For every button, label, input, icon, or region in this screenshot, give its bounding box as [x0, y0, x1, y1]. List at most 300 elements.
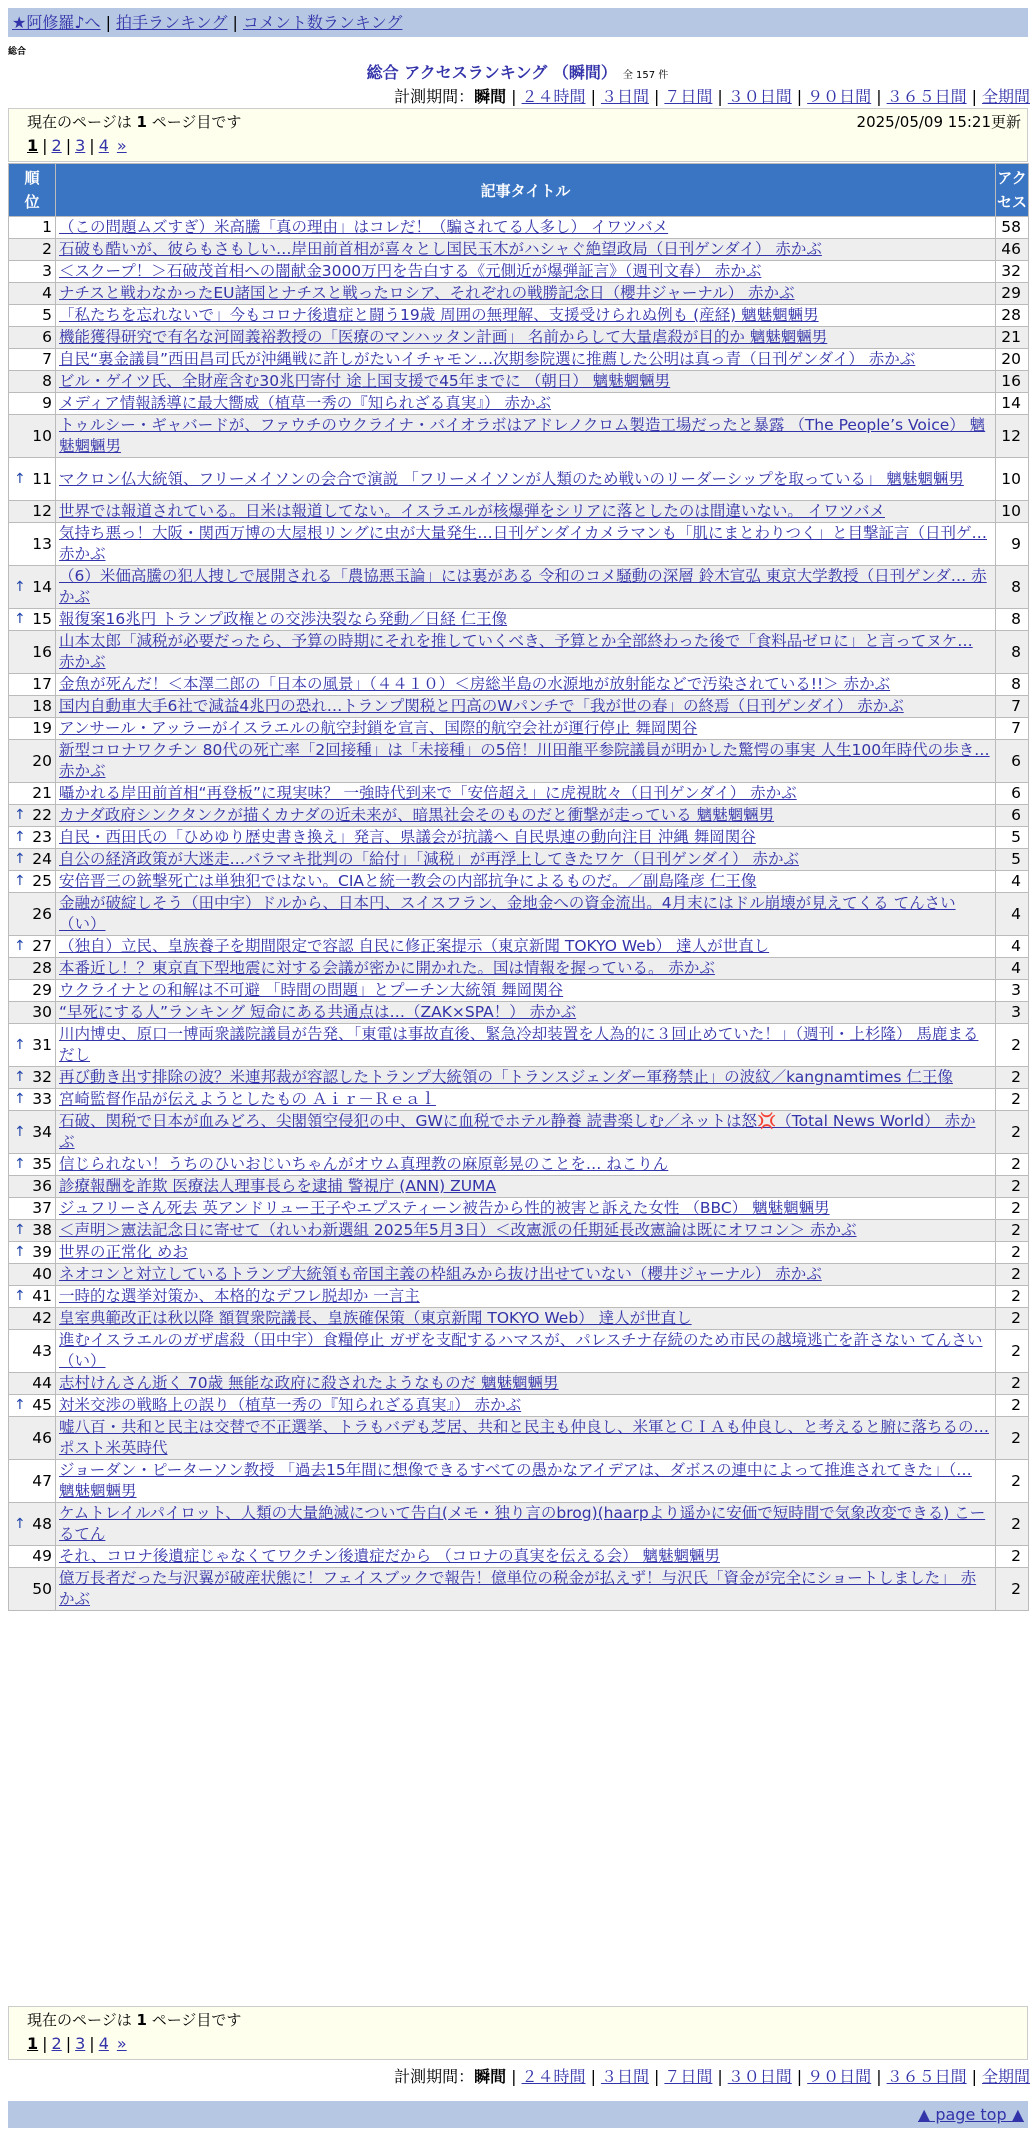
header-title: 記事タイトル [56, 164, 996, 217]
table-row [9, 849, 1029, 871]
access-count: 2 [996, 1198, 1029, 1220]
access-count: 16 [996, 371, 1029, 393]
article-title-link[interactable]: 金融が破綻しそう（田中宇）ドルから、日本円、スイスフラン、金地金への資金流出。4月末にはドル崩壊が見えてくる てんさい（い） [59, 894, 956, 933]
article-title-link[interactable]: 新型コロナワクチン 80代の死亡率「2回接種」は「未接種」の5倍！川田龍平参院議員が明かした驚愕の事実 人生100年時代の歩き… 赤かぶ [59, 741, 990, 780]
page-2-link[interactable]: 2 [51, 2034, 62, 2053]
title-cell [56, 327, 996, 349]
rank-cell [9, 958, 56, 980]
access-count: 32 [996, 261, 1029, 283]
rank-number: 47 [32, 1471, 52, 1490]
table-row [9, 718, 1029, 740]
article-title-link[interactable]: ＜スクープ！＞石破茂首相への闇献金3000万円を告白する《元側近が爆弾証言》（週刊文春） 赤かぶ [59, 262, 762, 280]
title-cell [56, 631, 996, 674]
page-4-link[interactable]: 4 [98, 136, 109, 155]
rank-up-arrow-icon: ↑ [14, 1036, 26, 1053]
table-row [9, 1242, 1029, 1264]
table-row [9, 740, 1029, 783]
title-cell [56, 1373, 996, 1395]
article-title-link[interactable]: マクロン仏大統領、フリーメイソンの会合で演説 「フリーメイソンが人類のため戦いのリーダーシップを取っている」 魑魅魍魎男 [59, 469, 964, 488]
article-title-link[interactable]: 自公の経済政策が大迷走…バラマキ批判の「給付」「減税」が再浮上してきたワケ（日刊ゲンダイ） 赤かぶ [59, 850, 799, 868]
title-cell [56, 1024, 996, 1067]
article-title-link[interactable]: （6）米価高騰の犯人捜しで展開される「農協悪玉論」には裏がある 令和のコメ騒動の深層 鈴木宣弘 東京大学教授（日刊ゲンダ… 赤かぶ [59, 567, 987, 606]
article-title-link[interactable]: 診療報酬を詐欺 医療法人理事長らを逮捕 警視庁 (ANN) ZUMA [59, 1177, 497, 1195]
table-row [9, 980, 1029, 1002]
access-count: 20 [996, 349, 1029, 371]
table-row [9, 893, 1029, 936]
article-title-link[interactable]: 宮崎監督作品が伝えようとしたもの Ａｉｒ－Ｒｅａｌ [59, 1090, 436, 1108]
rank-up-arrow-icon: ↑ [14, 938, 26, 954]
rank-cell [9, 523, 56, 566]
access-count: 2 [996, 1546, 1029, 1568]
table-row [9, 871, 1029, 893]
article-title-link[interactable]: 志村けんさん逝く 70歳 無能な政府に殺されたようなものだ 魑魅魍魎男 [59, 1374, 559, 1392]
rank-cell [9, 1568, 56, 1611]
page-current: 1 [27, 136, 39, 155]
access-count: 5 [996, 827, 1029, 849]
title-cell [56, 1242, 996, 1264]
period-90d-link[interactable]: ９０日間 [807, 2067, 872, 2086]
article-title-link[interactable]: 石破も酷いが、彼らもさもしい…岸田前首相が喜々とし国民玉木がハシャぐ絶望政局（日刊ゲンダイ） 赤かぶ [59, 240, 822, 258]
rank-number: 42 [32, 1309, 52, 1327]
rank-up-arrow-icon: ↑ [14, 1123, 26, 1140]
page-3-link[interactable]: 3 [75, 2034, 86, 2053]
rank-number: 49 [32, 1547, 52, 1565]
period-90d-link[interactable]: ９０日間 [807, 87, 872, 106]
article-title-link[interactable]: ジョーダン・ピーターソン教授 「過去15年間に想像できるすべての愚かなアイデアは、ダボスの連中によって推進されてきた」（… 魑魅魍魎男 [59, 1461, 972, 1500]
period-365d-link[interactable]: ３６５日間 [886, 2067, 967, 2086]
period-selector-bottom: 計測期間：瞬間 | ２４時間 | ３日間 | ７日間 | ３０日間 | ９０日間 | ３６５日間 | 全期間 [394, 2067, 1030, 2086]
period-current: 瞬間 [474, 2067, 507, 2086]
period-label: 計測期間： [394, 87, 475, 106]
title-cell [56, 1308, 996, 1330]
title-cell [56, 458, 996, 501]
rank-number: 9 [42, 394, 52, 412]
period-24h-link[interactable]: ２４時間 [521, 2067, 586, 2086]
article-title-link[interactable]: “早死にする人”ランキング 短命にある共通点は…（ZAK×SPA！） 赤かぶ [59, 1003, 577, 1021]
title-cell [56, 1330, 996, 1373]
article-title-link[interactable]: 進むイスラエルのガザ虐殺（田中宇）食糧停止 ガザを支配するハマスが、パレスチナ存続のため市民の越境逃亡を許さない てんさい（い） [59, 1331, 983, 1370]
rank-cell [9, 501, 56, 523]
page-3-link[interactable]: 3 [75, 136, 86, 155]
title-cell [56, 936, 996, 958]
rank-cell [9, 371, 56, 393]
title-cell [56, 1154, 996, 1176]
access-count: 4 [996, 893, 1029, 936]
access-count: 2 [996, 1373, 1029, 1395]
rank-number: 34 [32, 1122, 52, 1141]
access-count: 12 [996, 415, 1029, 458]
title-cell [56, 1002, 996, 1024]
article-title-link[interactable]: ネオコンと対立しているトランプ大統領も帝国主義の枠組みから抜け出せていない（櫻井ジャーナル） 赤かぶ [59, 1265, 822, 1283]
title-cell [56, 1503, 996, 1546]
rank-cell [9, 327, 56, 349]
title-cell [56, 239, 996, 261]
article-title-link[interactable]: 安倍晋三の銃撃死亡は単独犯ではない。CIAと統一教会の内部抗争によるものだ。／副島隆彦 仁王像 [59, 872, 757, 890]
title-cell [56, 871, 996, 893]
page-2-link[interactable]: 2 [51, 136, 62, 155]
title-cell [56, 849, 996, 871]
article-title-link[interactable]: 報復案16兆円 トランプ政権との交渉決裂なら発動／日経 仁王像 [59, 610, 508, 628]
access-count: 58 [996, 217, 1029, 239]
access-count: 2 [996, 1395, 1029, 1417]
article-title-link[interactable]: 金魚が死んだ！＜本澤二郎の「日本の風景」（４４１０）＜房総半島の水源地が放射能などで汚染されている!!＞ 赤かぶ [59, 675, 891, 693]
rank-number: 27 [32, 937, 52, 955]
period-7d-link[interactable]: ７日間 [664, 87, 713, 106]
title-cell [56, 805, 996, 827]
title-cell [56, 1264, 996, 1286]
rank-cell [9, 1417, 56, 1460]
access-count: 3 [996, 1002, 1029, 1024]
table-row [9, 1503, 1029, 1546]
rank-cell [9, 1067, 56, 1089]
title-cell [56, 1460, 996, 1503]
access-count: 14 [996, 393, 1029, 415]
title-cell [56, 393, 996, 415]
rank-number: 12 [32, 502, 52, 520]
article-title-link[interactable]: 気持ち悪っ！大阪・関西万博の大屋根リングに虫が大量発生…日刊ゲンダイカメラマンも「肌にまとわりつく」と目撃証言（日刊ゲ… 赤かぶ [59, 524, 987, 563]
rank-cell [9, 609, 56, 631]
table-row [9, 631, 1029, 674]
rank-number: 25 [32, 872, 52, 890]
access-count: 4 [996, 936, 1029, 958]
rank-number: 24 [32, 850, 52, 868]
table-row [9, 1546, 1029, 1568]
table-row [9, 415, 1029, 458]
nav-separator: | [232, 13, 238, 32]
article-title-link[interactable]: 囁かれる岸田前首相“再登板”に現実味？ 一強時代到来で「安倍超え」に虎視眈々（日刊ゲンダイ） 赤かぶ [59, 784, 797, 802]
title-cell [56, 1089, 996, 1111]
title-cell [56, 718, 996, 740]
table-row [9, 1330, 1029, 1373]
access-count: 8 [996, 674, 1029, 696]
rank-cell [9, 349, 56, 371]
article-title-link[interactable]: ＜声明＞憲法記念日に寄せて（れいわ新選組 2025年5月3日）＜改憲派の任期延長改憲論は既にオワコン＞ 赤かぶ [59, 1221, 857, 1239]
rank-cell [9, 696, 56, 718]
access-count: 2 [996, 1460, 1029, 1503]
table-row [9, 696, 1029, 718]
table-row [9, 783, 1029, 805]
access-count: 2 [996, 1111, 1029, 1154]
period-30d-link[interactable]: ３０日間 [727, 2067, 792, 2086]
table-row [9, 1395, 1029, 1417]
article-title-link[interactable]: 一時的な選挙対策か、本格的なデフレ脱却か 一言主 [59, 1287, 420, 1305]
article-title-link[interactable]: 川内博史、原口一博両衆議院議員が告発、「東電は事故直後、緊急冷却装置を人為的に３回止めていた！」（週刊・上杉隆） 馬鹿まるだし [59, 1025, 979, 1064]
article-title-link[interactable]: カナダ政府シンクタンクが描くカナダの近未来が、暗黒社会そのものだと衝撃が走っている 魑魅魍魎男 [59, 806, 775, 824]
table-row [9, 458, 1029, 501]
article-title-link[interactable]: 石破、関税で日本が血みどろ、尖閣領空侵犯の中、GWに血税でホテル静養 読書楽しむ／ネットは怒💢（Total News World） 赤かぶ [59, 1112, 976, 1151]
title-cell [56, 501, 996, 523]
current-page-text: 現在のページは 1 ページ目です [27, 2011, 242, 2029]
article-title-link[interactable]: 信じられない！うちのひいおじいちゃんがオウム真理教の麻原彰晃のことを… ねこりん [59, 1155, 669, 1173]
table-row [9, 349, 1029, 371]
rank-cell [9, 631, 56, 674]
rank-up-arrow-icon: ↑ [14, 578, 26, 595]
title-cell [56, 1111, 996, 1154]
table-row [9, 501, 1029, 523]
rank-cell [9, 283, 56, 305]
rank-cell [9, 740, 56, 783]
rank-cell [9, 1111, 56, 1154]
access-count: 10 [996, 458, 1029, 501]
article-title-link[interactable]: トゥルシー・ギャバードが、ファウチのウクライナ・バイオラボはアドレノクロム製造工場だったと暴露 （The People’s Voice） 魑魅魍魎男 [59, 416, 986, 455]
next-page-link[interactable]: » [116, 2034, 127, 2053]
rank-up-arrow-icon: ↑ [14, 1288, 26, 1304]
access-count: 28 [996, 305, 1029, 327]
access-count: 2 [996, 1220, 1029, 1242]
access-count: 2 [996, 1024, 1029, 1067]
title-cell [56, 980, 996, 1002]
table-row [9, 805, 1029, 827]
rank-cell [9, 827, 56, 849]
table-row [9, 1417, 1029, 1460]
article-title-link[interactable]: 自民・西田氏の「ひめゆり歴史書き換え」発言、県議会が抗議へ 自民県連の動向注目 沖縄 舞岡関谷 [59, 828, 756, 846]
period-365d-link[interactable]: ３６５日間 [886, 87, 967, 106]
period-label: 計測期間： [394, 2067, 475, 2086]
article-title-link[interactable]: 皇室典範改正は秋以降 額賀衆院議長、皇族確保策（東京新聞 TOKYO Web） 達人が世直し [59, 1309, 692, 1327]
nav-comment-ranking-link[interactable]: コメント数ランキング [242, 13, 403, 32]
title-cell [56, 696, 996, 718]
article-title-link[interactable]: ビル・ゲイツ氏、全財産含む30兆円寄付 途上国支援で45年までに （朝日） 魑魅魍魎男 [59, 372, 671, 390]
table-row [9, 1198, 1029, 1220]
rank-number: 3 [42, 262, 52, 280]
article-title-link[interactable]: 国内自動車大手6社で減益4兆円の恐れ…トランプ関税と円高のWパンチで「我が世の春」の終焉（日刊ゲンダイ） 赤かぶ [59, 697, 904, 715]
header-rank: 順位 [9, 164, 56, 217]
article-title-link[interactable]: 山本太郎「減税が必要だったら、予算の時期にそれを推していくべき、予算とか全部終わった後で「食料品ゼロに」と言ってヌケ… 赤かぶ [59, 632, 973, 671]
period-all-link[interactable]: 全期間 [981, 87, 1030, 106]
current-page-text: 現在のページは 1 ページ目です [27, 113, 242, 131]
rank-cell [9, 893, 56, 936]
rank-number: 39 [32, 1243, 52, 1261]
rank-cell [9, 1395, 56, 1417]
access-count: 2 [996, 1089, 1029, 1111]
rank-cell [9, 1286, 56, 1308]
rank-cell [9, 1176, 56, 1198]
rank-number: 10 [32, 426, 52, 445]
article-title-link[interactable]: （独自）立民、皇族養子を期間限定で容認 自民に修正案提示（東京新聞 TOKYO Web） 達人が世直し [59, 937, 770, 955]
rank-cell [9, 217, 56, 239]
period-3d-link[interactable]: ３日間 [600, 87, 649, 106]
rank-up-arrow-icon: ↑ [14, 1397, 26, 1413]
table-row [9, 827, 1029, 849]
article-title-link[interactable]: メディア情報誘導に最大嚮威（植草一秀の『知られざる真実』） 赤かぶ [59, 394, 551, 412]
table-row [9, 217, 1029, 239]
rank-number: 30 [32, 1003, 52, 1021]
rank-cell [9, 261, 56, 283]
table-row [9, 371, 1029, 393]
rank-up-arrow-icon: ↑ [14, 829, 26, 845]
access-count: 8 [996, 566, 1029, 609]
article-title-link[interactable]: ジュフリーさん死去 英アンドリュー王子やエプスティーン被告から性的被害と訴えた女性 （BBC） 魑魅魍魎男 [59, 1199, 830, 1217]
article-title-link[interactable]: 世界の正常化 めお [59, 1243, 188, 1261]
table-row [9, 1286, 1029, 1308]
article-title-link[interactable]: 本番近し！？東京直下型地震に対する会議が密かに開かれた。国は情報を握っている。 赤かぶ [59, 959, 715, 977]
period-24h-link[interactable]: ２４時間 [521, 87, 586, 106]
rank-number: 37 [32, 1199, 52, 1217]
article-title-link[interactable]: ウクライナとの和解は不可避 「時間の問題」とプーチン大統領 舞岡関谷 [59, 981, 564, 999]
ranking-table [8, 163, 1029, 1611]
rank-cell [9, 1330, 56, 1373]
title-cell [56, 1395, 996, 1417]
rank-cell [9, 871, 56, 893]
access-count: 2 [996, 1417, 1029, 1460]
access-count: 2 [996, 1176, 1029, 1198]
article-title-link[interactable]: 機能獲得研究で有名な河岡義裕教授の「医療のマンハッタン計画」 名前からして大量虐殺が目的か 魑魅魍魎男 [59, 328, 828, 346]
rank-cell [9, 783, 56, 805]
page-top-link[interactable]: ▲ page top ▲ [917, 2105, 1024, 2124]
access-count: 8 [996, 631, 1029, 674]
period-7d-link[interactable]: ７日間 [664, 2067, 713, 2086]
rank-cell [9, 805, 56, 827]
table-row [9, 1373, 1029, 1395]
page-kind-label: 総合 [8, 47, 27, 57]
access-count: 2 [996, 1154, 1029, 1176]
access-count: 7 [996, 696, 1029, 718]
rank-cell [9, 415, 56, 458]
title-cell [56, 415, 996, 458]
page-links: 1 | 2 | 3 | 4 » [27, 136, 127, 155]
rank-cell [9, 1308, 56, 1330]
access-count: 6 [996, 740, 1029, 783]
article-title-link[interactable]: 対米交渉の戦略上の誤り（植草一秀の『知られざる真実』） 赤かぶ [59, 1396, 522, 1414]
access-count: 3 [996, 980, 1029, 1002]
article-title-link[interactable]: 「私たちを忘れないで」今もコロナ後遺症と闘う19歳 周囲の無理解、支援受けられぬ例も (産経) 魑魅魍魎男 [59, 306, 819, 324]
article-title-link[interactable]: 嘘八百・共和と民主は交替で不正選挙、トラもバデも芝居、共和と民主も仲良し、米軍とＣＩＡも仲良し、と考えると腑に落ちるの… ポスト米英時代 [59, 1418, 990, 1457]
title-cell [56, 217, 996, 239]
rank-cell [9, 718, 56, 740]
access-count: 21 [996, 327, 1029, 349]
rank-cell [9, 1460, 56, 1503]
rank-number: 23 [32, 828, 52, 846]
table-row [9, 523, 1029, 566]
access-count: 9 [996, 523, 1029, 566]
access-count: 2 [996, 1264, 1029, 1286]
article-title-link[interactable]: 億万長者だった与沢翼が破産状態に！フェイスブックで報告！億単位の税金が払えず！与沢氏「資金が完全にショートしました」 赤かぶ [59, 1569, 977, 1608]
rank-cell [9, 1264, 56, 1286]
article-title-link[interactable]: 世界では報道されている。日米は報道してない。イスラエルが核爆弾をシリアに落としたのは間違いない。 イワツバメ [59, 502, 885, 520]
access-count: 2 [996, 1286, 1029, 1308]
bottom-nav-bar [8, 2101, 1028, 2128]
rank-number: 40 [32, 1265, 52, 1283]
article-title-link[interactable]: ケムトレイルパイロット、人類の大量絶滅について告白(メモ・独り言のbrog)(haarpより遥かに安価で短時間で気象改変できる) こーるてん [59, 1504, 986, 1543]
period-30d-link[interactable]: ３０日間 [727, 87, 792, 106]
table-row [9, 1154, 1029, 1176]
rank-number: 33 [32, 1090, 52, 1108]
rank-number: 1 [42, 218, 52, 236]
access-count: 4 [996, 958, 1029, 980]
table-row [9, 283, 1029, 305]
page-links: 1 | 2 | 3 | 4 » [27, 2034, 127, 2053]
table-row [9, 1024, 1029, 1067]
rank-number: 50 [32, 1579, 52, 1598]
rank-number: 35 [32, 1155, 52, 1173]
access-count: 46 [996, 239, 1029, 261]
access-count: 2 [996, 1308, 1029, 1330]
rank-cell [9, 1198, 56, 1220]
rank-up-arrow-icon: ↑ [14, 1244, 26, 1260]
rank-number: 22 [32, 806, 52, 824]
rank-up-arrow-icon: ↑ [14, 611, 26, 627]
table-row [9, 1067, 1029, 1089]
rank-cell [9, 980, 56, 1002]
rank-number: 7 [42, 350, 52, 368]
rank-cell [9, 239, 56, 261]
period-selector-top: 計測期間：瞬間 | ２４時間 | ３日間 | ７日間 | ３０日間 | ９０日間 | ３６５日間 | 全期間 [394, 87, 1030, 106]
access-count: 5 [996, 849, 1029, 871]
period-all-link[interactable]: 全期間 [981, 2067, 1030, 2086]
top-nav-bar [8, 8, 1028, 37]
rank-up-arrow-icon: ↑ [14, 470, 26, 487]
table-row [9, 1460, 1029, 1503]
rank-up-arrow-icon: ↑ [14, 1515, 26, 1532]
rank-number: 8 [42, 372, 52, 390]
article-title-link[interactable]: （この問題ムズすぎ）米高騰「真の理由」はコレだ！（騙されてる人多し） イワツバメ [59, 218, 669, 236]
nav-clap-ranking-link[interactable]: 拍手ランキング [115, 13, 228, 32]
title-cell [56, 1568, 996, 1611]
article-title-link[interactable]: 再び動き出す排除の波？米連邦裁が容認したトランプ大統領の「トランスジェンダー軍務禁止」の波紋／kangnamtimes 仁王像 [59, 1068, 953, 1086]
table-row [9, 1568, 1029, 1611]
table-row [9, 1002, 1029, 1024]
title-cell [56, 1417, 996, 1460]
title-cell [56, 827, 996, 849]
next-page-link[interactable]: » [116, 136, 127, 155]
rank-number: 48 [32, 1514, 52, 1533]
rank-number: 14 [32, 577, 52, 596]
table-row [9, 261, 1029, 283]
article-title-link[interactable]: それ、コロナ後遺症じゃなくてワクチン後遺症だから （コロナの真実を伝える会） 魑魅魍魎男 [59, 1547, 721, 1565]
rank-cell [9, 1002, 56, 1024]
pager-top [8, 108, 1028, 162]
rank-number: 6 [42, 328, 52, 346]
rank-up-arrow-icon: ↑ [14, 1222, 26, 1238]
access-count: 2 [996, 1242, 1029, 1264]
title-cell [56, 349, 996, 371]
title-cell [56, 1286, 996, 1308]
article-title-link[interactable]: 自民“裏金議員”西田昌司氏が沖縄戦に許しがたいイチャモン…次期参院選に推薦した公明は真っ青（日刊ゲンダイ） 赤かぶ [59, 350, 916, 368]
rank-up-arrow-icon: ↑ [14, 807, 26, 823]
rank-cell [9, 1154, 56, 1176]
total-count: 全 157 件 [622, 70, 669, 81]
access-count: 29 [996, 283, 1029, 305]
rank-number: 36 [32, 1177, 52, 1195]
title-cell [56, 283, 996, 305]
header-access: アクセス [996, 164, 1029, 217]
page-4-link[interactable]: 4 [98, 2034, 109, 2053]
rank-cell [9, 936, 56, 958]
rank-cell [9, 458, 56, 501]
nav-asyura-home-link[interactable]: ★阿修羅♪へ [12, 13, 101, 32]
table-row [9, 674, 1029, 696]
rank-number: 21 [32, 784, 52, 802]
rank-number: 43 [32, 1341, 52, 1360]
rank-cell [9, 849, 56, 871]
rank-number: 11 [32, 469, 52, 488]
rank-number: 18 [32, 697, 52, 715]
period-3d-link[interactable]: ３日間 [600, 2067, 649, 2086]
rank-number: 44 [32, 1374, 52, 1392]
rank-cell [9, 1242, 56, 1264]
rank-cell [9, 1024, 56, 1067]
rank-number: 38 [32, 1221, 52, 1239]
rank-number: 32 [32, 1068, 52, 1086]
rank-number: 4 [42, 284, 52, 302]
article-title-link[interactable]: アンサール・アッラーがイスラエルの航空封鎖を宣言、国際的航空会社が運行停止 舞岡関谷 [59, 719, 698, 737]
access-count: 10 [996, 501, 1029, 523]
title-cell [56, 523, 996, 566]
article-title-link[interactable]: ナチスと戦わなかったEU諸国とナチスと戦ったロシア、それぞれの戦勝記念日（櫻井ジャーナル） 赤かぶ [59, 284, 795, 302]
table-row [9, 609, 1029, 631]
rank-number: 41 [32, 1287, 52, 1305]
rank-number: 26 [32, 904, 52, 923]
